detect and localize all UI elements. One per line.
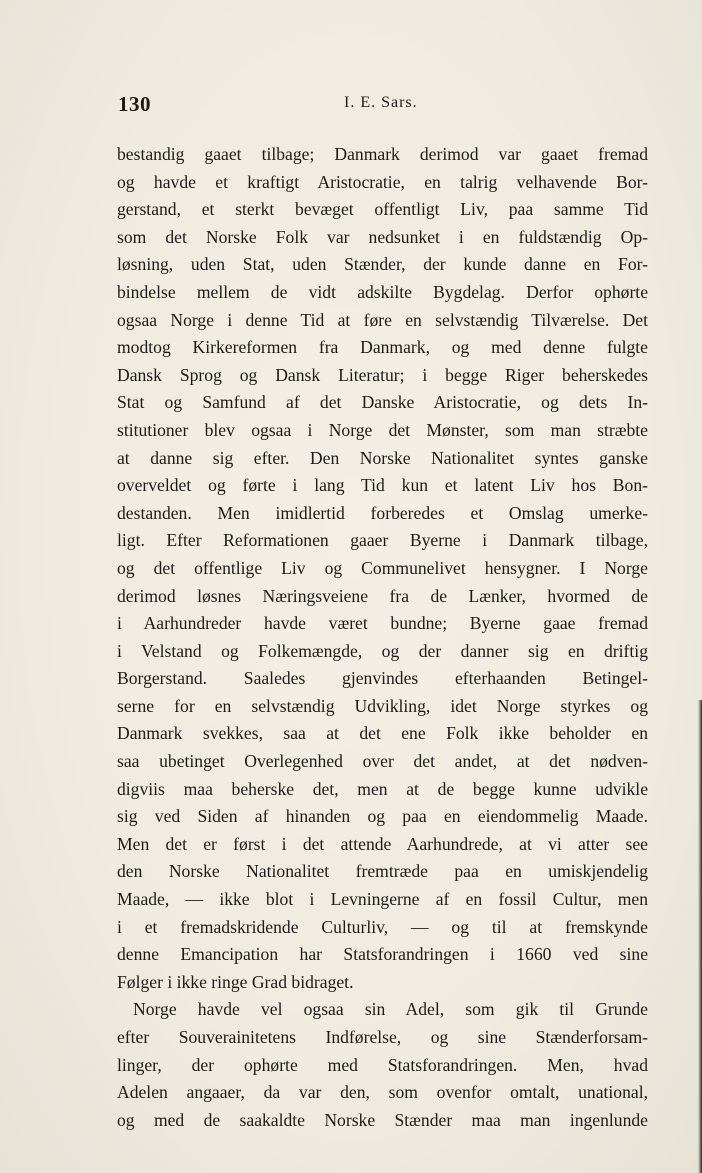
text-line: Dansk Sprog og Dansk Literatur; i begge Riger beherskedes [117,364,648,385]
page-edge-shadow [698,700,702,1173]
text-line: Borgerstand. Saaledes gjenvindes efterhaanden Betingel- [117,668,648,689]
text-line: saa ubetinget Overlegenhed over det andet, at det nødven- [117,751,648,772]
text-line: ligt. Efter Reformationen gaaer Byerne i Danmark tilbage, [117,530,648,551]
text-line: og havde et kraftigt Aristocratie, en talrig velhavende Bor- [117,171,648,192]
text-line: linger, der ophørte med Statsforandringen. Men, hvad [117,1054,648,1075]
paragraph-first-line: Norge havde vel ogsaa sin Adel, som gik til Grunde [133,999,648,1020]
paragraph-last-line: Følger i ikke ringe Grad bidraget. [117,971,354,992]
text-line: Maade, — ikke blot i Levningerne af en fossil Cultur, men [117,889,648,910]
text-line: og det offentlige Liv og Communelivet hensygner. I Norge [117,557,648,578]
text-line: og med de saakaldte Norske Stænder maa man ingenlunde [117,1109,648,1130]
text-line: i et fremadskridende Culturliv, — og til at fremskynde [117,916,648,937]
text-line: modtog Kirkereformen fra Danmark, og med denne fulgte [117,337,648,358]
text-line: Stat og Samfund af det Danske Aristocratie, og dets In- [117,392,648,413]
running-header [118,92,648,118]
text-line: destanden. Men imidlertid forberedes et Omslag umerke- [117,502,648,523]
text-line: stitutioner blev ogsaa i Norge det Mønster, som man stræbte [117,419,648,440]
text-line: overveldet og førte i lang Tid kun et latent Liv hos Bon- [117,475,648,496]
text-line: sig ved Siden af hinanden og paa en eiendommelig Maade. [117,806,648,827]
body-text [117,141,648,1134]
text-line: som det Norske Folk var nedsunket i en fuldstændig Op- [117,226,648,247]
text-line: ogsaa Norge i denne Tid at føre en selvstændig Tilværelse. Det [117,309,648,330]
page-number: 130 [118,92,151,116]
text-line: efter Souverainitetens Indførelse, og sine Stænderforsam- [117,1027,648,1047]
text-line: Adelen angaaer, da var den, som ovenfor omtalt, unational, [117,1082,648,1103]
text-line: i Aarhundreder havde været bundne; Byerne gaae fremad [117,613,648,634]
text-line: løsning, uden Stat, uden Stænder, der kunde danne en For- [117,254,648,275]
text-line: Danmark svekkes, saa at det ene Folk ikke beholder en [117,723,648,744]
text-line: Men det er først i det attende Aarhundrede, at vi atter see [117,833,648,854]
text-line: den Norske Nationalitet fremtræde paa en umiskjendelig [117,861,648,882]
header-author: I. E. Sars. [344,94,418,111]
text-line: i Velstand og Folkemængde, og der danner sig en driftig [117,640,648,661]
text-line: bestandig gaaet tilbage; Danmark derimod var gaaet fremad [117,144,648,164]
text-line: bindelse mellem de vidt adskilte Bygdelag. Derfor ophørte [117,281,648,302]
text-line: at danne sig efter. Den Norske Nationalitet syntes ganske [117,447,648,468]
text-line: denne Emancipation har Statsforandringen i 1660 ved sine [117,944,648,965]
text-line: gerstand, et sterkt bevæget offentligt Liv, paa samme Tid [117,199,648,220]
text-line: derimod løsnes Næringsveiene fra de Lænker, hvormed de [117,585,648,606]
text-line: serne for en selvstændig Udvikling, idet Norge styrkes og [117,695,648,716]
text-line: digviis maa beherske det, men at de begge kunne udvikle [117,778,648,799]
